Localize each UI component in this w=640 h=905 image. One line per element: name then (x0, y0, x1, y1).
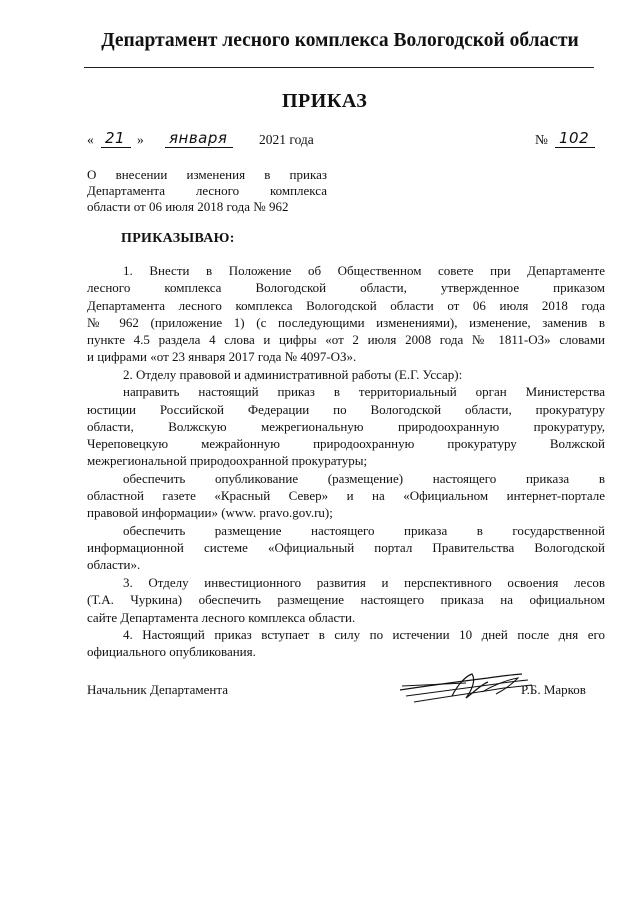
paragraph-3 (87, 574, 605, 626)
text-line: областной газете «Красный Север» и на «Официальном интернет-портале (87, 488, 605, 504)
text-line: 3. Отделу инвестиционного развития и перспективного освоения лесов (123, 575, 605, 590)
text-line: 1. Внести в Положение об Общественном совете при Департаменте (123, 263, 605, 278)
document-type-title: ПРИКАЗ (282, 90, 368, 112)
header-divider (84, 67, 594, 68)
number-sign: № (535, 132, 548, 147)
text-line: пункте 4.5 раздела 4 слова и цифры «от 2 июля 2008 года № 1811-ОЗ» словами (87, 332, 605, 348)
date-open-quote: « (87, 132, 94, 147)
text-line: 2. Отделу правовой и административной работы (Е.Г. Уссар): (123, 367, 463, 382)
text-line: сайте Департамента лесного комплекса области. (87, 609, 356, 625)
text-line: обеспечить опубликование (размещение) настоящего приказа в (123, 470, 605, 486)
department-title: Департамент лесного комплекса Вологодской области (101, 30, 579, 51)
subject-line: Департамента лесного комплекса (87, 183, 327, 198)
paragraph-4 (87, 626, 605, 661)
date-day-handwritten: 21 (101, 129, 131, 148)
number-value-handwritten: 102 (555, 129, 595, 148)
date-year: 2021 года (259, 132, 314, 147)
subject-line: О внесении изменения в приказ (87, 167, 327, 182)
text-line: (Т.А. Чуркина) обеспечить размещение настоящего приказа на официальном (87, 592, 605, 608)
text-line: юстиции Российской Федерации по Вологодской области, прокуратуру (87, 401, 605, 417)
paragraph-1 (87, 262, 605, 366)
text-line: информационной системе «Официальный портал Правительства Вологодской (87, 539, 605, 555)
text-line: Департамента лесного комплекса Вологодской области от 06 июля 2018 года (87, 297, 605, 313)
text-line: направить настоящий приказ в территориальный орган Министерства (123, 384, 605, 400)
text-line: официального опубликования. (87, 644, 256, 660)
subject-line: области от 06 июля 2018 года № 962 (87, 199, 289, 214)
text-line: области, Волжскую межрегиональную природоохранную прокуратуру, (87, 418, 605, 434)
date-close-quote: » (137, 132, 144, 147)
text-line: Череповецкую межрайонную природоохранную прокуратуру Волжской (87, 436, 605, 452)
text-line: межрегиональной природоохранной прокуратуры; (87, 453, 368, 469)
text-line: лесного комплекса Вологодской области, утвержденное приказом (87, 280, 605, 296)
text-line: и цифрами «от 23 января 2017 года № 4097-ОЗ». (87, 349, 357, 365)
paragraph-2 (87, 366, 605, 574)
signatory-name: Р.Б. Марков (521, 682, 586, 697)
handwritten-signature (396, 666, 536, 708)
date-month-handwritten: января (165, 129, 233, 148)
text-line: области». (87, 557, 141, 573)
order-keyword: ПРИКАЗЫВАЮ: (121, 231, 235, 246)
text-line: правовой информации» (www. pravo.gov.ru); (87, 505, 333, 521)
signatory-position: Начальник Департамента (87, 682, 228, 697)
text-line: обеспечить размещение настоящего приказа в государственной (123, 522, 605, 538)
order-date (87, 128, 327, 152)
text-line: № 962 (приложение 1) (с последующими изменениями), изменение, заменив в (87, 314, 605, 330)
order-number (535, 128, 597, 152)
order-subject (87, 167, 327, 215)
text-line: 4. Настоящий приказ вступает в силу по истечении 10 дней после дня его (123, 627, 605, 642)
